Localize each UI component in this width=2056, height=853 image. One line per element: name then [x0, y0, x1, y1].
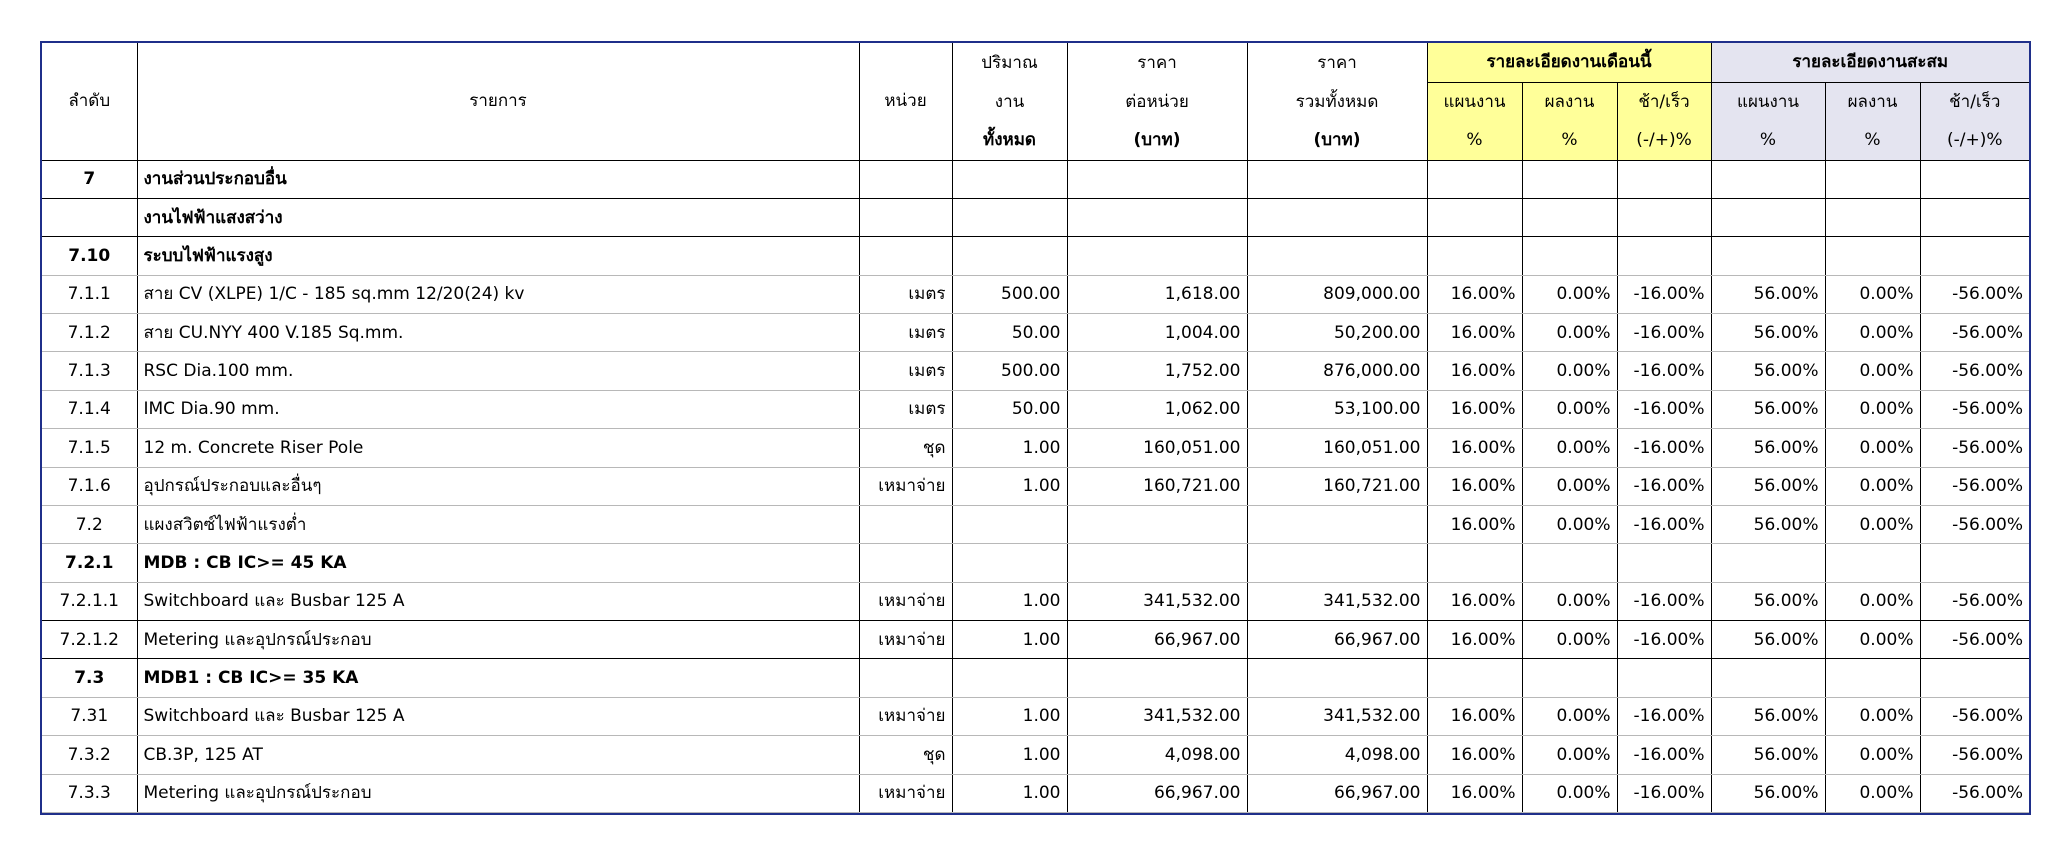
cell-month-plan: 16.00%	[1427, 429, 1522, 467]
cell-cum-plan: 56.00%	[1711, 314, 1825, 352]
cell-item: อุปกรณ์ประกอบและอื่นๆ	[137, 467, 859, 505]
cell-cum-delay	[1920, 160, 2029, 198]
header-month-delay-unit: (-/+)%	[1617, 121, 1711, 160]
cell-month-delay: -16.00%	[1617, 505, 1711, 543]
cell-item: MDB1 : CB IC>= 35 KA	[137, 659, 859, 697]
cell-month-delay: -16.00%	[1617, 582, 1711, 620]
cell-month-result	[1522, 544, 1617, 582]
cell-total-price: 53,100.00	[1247, 390, 1427, 428]
cell-unit-price	[1067, 659, 1247, 697]
cell-cum-delay	[1920, 659, 2029, 697]
header-month-plan: แผนงาน	[1427, 82, 1522, 121]
header-qty-1: ปริมาณ	[952, 43, 1067, 82]
cell-no: 7.1.3	[42, 352, 137, 390]
cell-cum-plan: 56.00%	[1711, 467, 1825, 505]
cell-unit: เมตร	[859, 390, 952, 428]
cell-unit-price: 66,967.00	[1067, 621, 1247, 659]
cell-unit-price	[1067, 198, 1247, 236]
cell-cum-delay: -56.00%	[1920, 390, 2029, 428]
cell-month-plan: 16.00%	[1427, 697, 1522, 735]
cell-cum-result: 0.00%	[1825, 390, 1920, 428]
header-cum-plan-unit: %	[1711, 121, 1825, 160]
cell-unit	[859, 544, 952, 582]
cell-month-plan: 16.00%	[1427, 736, 1522, 774]
cell-unit-price	[1067, 505, 1247, 543]
cell-month-delay	[1617, 160, 1711, 198]
cell-item: IMC Dia.90 mm.	[137, 390, 859, 428]
cell-item: MDB : CB IC>= 45 KA	[137, 544, 859, 582]
cell-month-delay: -16.00%	[1617, 352, 1711, 390]
cell-month-plan: 16.00%	[1427, 774, 1522, 813]
cell-item: Metering และอุปกรณ์ประกอบ	[137, 621, 859, 659]
header-cum-result-unit: %	[1825, 121, 1920, 160]
cell-unit-price: 160,721.00	[1067, 467, 1247, 505]
cell-cum-result	[1825, 659, 1920, 697]
cell-item: สาย CV (XLPE) 1/C - 185 sq.mm 12/20(24) kv	[137, 275, 859, 313]
table-row	[42, 237, 2029, 275]
table-row	[42, 505, 2029, 543]
cell-cum-result	[1825, 544, 1920, 582]
cell-month-plan	[1427, 160, 1522, 198]
cell-unit: ชุด	[859, 736, 952, 774]
cell-cum-result: 0.00%	[1825, 697, 1920, 735]
cell-cum-result	[1825, 160, 1920, 198]
cell-total-price: 50,200.00	[1247, 314, 1427, 352]
header-qty-2: งาน	[952, 82, 1067, 121]
cell-unit: เมตร	[859, 314, 952, 352]
cell-qty	[952, 237, 1067, 275]
cell-cum-plan	[1711, 160, 1825, 198]
cell-no: 7.1.4	[42, 390, 137, 428]
cell-cum-plan: 56.00%	[1711, 275, 1825, 313]
cell-cum-delay: -56.00%	[1920, 314, 2029, 352]
cell-item: สาย CU.NYY 400 V.185 Sq.mm.	[137, 314, 859, 352]
cell-cum-plan: 56.00%	[1711, 621, 1825, 659]
cell-unit: เหมาจ่าย	[859, 582, 952, 620]
cell-total-price: 66,967.00	[1247, 621, 1427, 659]
cell-qty	[952, 505, 1067, 543]
table-row	[42, 736, 2029, 774]
cell-cum-plan: 56.00%	[1711, 774, 1825, 813]
cell-cum-result: 0.00%	[1825, 429, 1920, 467]
cell-no: 7.3.2	[42, 736, 137, 774]
cell-total-price	[1247, 505, 1427, 543]
cell-month-delay: -16.00%	[1617, 467, 1711, 505]
cell-unit: เหมาจ่าย	[859, 621, 952, 659]
cell-month-plan	[1427, 237, 1522, 275]
cell-cum-result: 0.00%	[1825, 275, 1920, 313]
cell-unit: เหมาจ่าย	[859, 697, 952, 735]
cell-cum-result: 0.00%	[1825, 736, 1920, 774]
cell-cum-result	[1825, 198, 1920, 236]
cell-qty	[952, 659, 1067, 697]
cell-qty: 50.00	[952, 390, 1067, 428]
table-row	[42, 544, 2029, 582]
cell-total-price: 160,721.00	[1247, 467, 1427, 505]
table-row	[42, 275, 2029, 313]
cell-item: RSC Dia.100 mm.	[137, 352, 859, 390]
cell-item: งานส่วนประกอบอื่น	[137, 160, 859, 198]
cell-no: 7.2.1	[42, 544, 137, 582]
cell-month-plan: 16.00%	[1427, 275, 1522, 313]
cell-month-delay	[1617, 237, 1711, 275]
header-cumulative-group: รายละเอียดงานสะสม	[1711, 43, 2029, 82]
table-row	[42, 659, 2029, 697]
cell-month-delay: -16.00%	[1617, 390, 1711, 428]
cell-total-price: 66,967.00	[1247, 774, 1427, 813]
cell-cum-plan: 56.00%	[1711, 429, 1825, 467]
table-row	[42, 774, 2029, 813]
cell-month-result	[1522, 237, 1617, 275]
cell-month-delay: -16.00%	[1617, 621, 1711, 659]
cell-month-plan: 16.00%	[1427, 352, 1522, 390]
cell-unit-price	[1067, 544, 1247, 582]
cell-month-result: 0.00%	[1522, 390, 1617, 428]
cell-unit	[859, 505, 952, 543]
cell-unit: ชุด	[859, 429, 952, 467]
cell-no: 7.1.2	[42, 314, 137, 352]
table-row	[42, 467, 2029, 505]
cell-cum-plan: 56.00%	[1711, 697, 1825, 735]
header-no: ลำดับ	[42, 43, 137, 160]
cell-unit-price	[1067, 237, 1247, 275]
cell-qty	[952, 160, 1067, 198]
cell-qty: 50.00	[952, 314, 1067, 352]
cell-cum-plan: 56.00%	[1711, 352, 1825, 390]
header-month-plan-unit: %	[1427, 121, 1522, 160]
cell-cum-delay: -56.00%	[1920, 352, 2029, 390]
cell-month-delay: -16.00%	[1617, 697, 1711, 735]
table-row	[42, 198, 2029, 236]
cell-unit-price: 341,532.00	[1067, 582, 1247, 620]
table-row	[42, 314, 2029, 352]
header-cum-plan: แผนงาน	[1711, 82, 1825, 121]
cell-unit: เหมาจ่าย	[859, 774, 952, 813]
cell-unit	[859, 237, 952, 275]
cell-unit-price: 1,062.00	[1067, 390, 1247, 428]
cell-month-result: 0.00%	[1522, 275, 1617, 313]
cell-no: 7.1.1	[42, 275, 137, 313]
table-body	[42, 160, 2029, 813]
cell-item: ระบบไฟฟ้าแรงสูง	[137, 237, 859, 275]
cell-cum-plan	[1711, 237, 1825, 275]
cell-qty	[952, 198, 1067, 236]
cell-cum-plan: 56.00%	[1711, 736, 1825, 774]
cell-cum-delay	[1920, 544, 2029, 582]
cell-month-result: 0.00%	[1522, 352, 1617, 390]
cell-month-plan: 16.00%	[1427, 582, 1522, 620]
cell-qty: 1.00	[952, 736, 1067, 774]
cell-cum-plan	[1711, 659, 1825, 697]
header-unit: หน่วย	[859, 43, 952, 160]
cell-cum-result: 0.00%	[1825, 774, 1920, 813]
cell-month-result: 0.00%	[1522, 582, 1617, 620]
table-row	[42, 621, 2029, 659]
header-unit-price-3: (บาท)	[1067, 121, 1247, 160]
header-cum-result: ผลงาน	[1825, 82, 1920, 121]
cell-qty: 500.00	[952, 352, 1067, 390]
work-progress-sheet	[40, 41, 2031, 815]
cell-month-plan	[1427, 198, 1522, 236]
cell-month-result	[1522, 198, 1617, 236]
cell-unit: เมตร	[859, 352, 952, 390]
cell-item: Switchboard และ Busbar 125 A	[137, 697, 859, 735]
header-item: รายการ	[137, 43, 859, 160]
table-row	[42, 582, 2029, 620]
cell-qty	[952, 544, 1067, 582]
cell-month-plan	[1427, 659, 1522, 697]
cell-cum-result: 0.00%	[1825, 621, 1920, 659]
cell-item: Switchboard และ Busbar 125 A	[137, 582, 859, 620]
cell-total-price: 160,051.00	[1247, 429, 1427, 467]
progress-table	[42, 43, 2029, 813]
cell-total-price	[1247, 198, 1427, 236]
cell-unit-price: 66,967.00	[1067, 774, 1247, 813]
cell-qty: 1.00	[952, 582, 1067, 620]
cell-unit	[859, 160, 952, 198]
cell-cum-delay: -56.00%	[1920, 429, 2029, 467]
cell-cum-delay: -56.00%	[1920, 774, 2029, 813]
cell-no: 7	[42, 160, 137, 198]
cell-month-delay: -16.00%	[1617, 736, 1711, 774]
cell-unit-price: 1,618.00	[1067, 275, 1247, 313]
cell-item: 12 m. Concrete Riser Pole	[137, 429, 859, 467]
cell-cum-result: 0.00%	[1825, 582, 1920, 620]
cell-unit: เหมาจ่าย	[859, 467, 952, 505]
cell-total-price	[1247, 544, 1427, 582]
cell-month-result: 0.00%	[1522, 736, 1617, 774]
cell-unit-price: 160,051.00	[1067, 429, 1247, 467]
cell-unit-price: 341,532.00	[1067, 697, 1247, 735]
cell-month-result: 0.00%	[1522, 314, 1617, 352]
header-unit-price-2: ต่อหน่วย	[1067, 82, 1247, 121]
header-qty-3: ทั้งหมด	[952, 121, 1067, 160]
header-month-group: รายละเอียดงานเดือนนี้	[1427, 43, 1711, 82]
cell-month-delay	[1617, 659, 1711, 697]
cell-qty: 1.00	[952, 774, 1067, 813]
cell-no: 7.2.1.2	[42, 621, 137, 659]
cell-no: 7.3	[42, 659, 137, 697]
table-row	[42, 352, 2029, 390]
cell-cum-plan: 56.00%	[1711, 582, 1825, 620]
header-month-delay: ช้า/เร็ว	[1617, 82, 1711, 121]
cell-cum-delay: -56.00%	[1920, 736, 2029, 774]
cell-cum-delay: -56.00%	[1920, 621, 2029, 659]
cell-month-plan	[1427, 544, 1522, 582]
cell-qty: 1.00	[952, 467, 1067, 505]
cell-item: Metering และอุปกรณ์ประกอบ	[137, 774, 859, 813]
cell-cum-result: 0.00%	[1825, 314, 1920, 352]
table-row	[42, 429, 2029, 467]
cell-month-result: 0.00%	[1522, 505, 1617, 543]
cell-month-plan: 16.00%	[1427, 390, 1522, 428]
cell-total-price	[1247, 659, 1427, 697]
table-row	[42, 160, 2029, 198]
cell-month-result: 0.00%	[1522, 467, 1617, 505]
cell-cum-delay: -56.00%	[1920, 505, 2029, 543]
cell-no: 7.1.6	[42, 467, 137, 505]
cell-month-plan: 16.00%	[1427, 621, 1522, 659]
cell-unit-price: 4,098.00	[1067, 736, 1247, 774]
cell-month-result	[1522, 160, 1617, 198]
cell-month-delay: -16.00%	[1617, 774, 1711, 813]
cell-qty: 500.00	[952, 275, 1067, 313]
cell-total-price: 341,532.00	[1247, 697, 1427, 735]
cell-item: งานไฟฟ้าแสงสว่าง	[137, 198, 859, 236]
cell-cum-result: 0.00%	[1825, 467, 1920, 505]
header-cum-delay-unit: (-/+)%	[1920, 121, 2029, 160]
header-cum-delay: ช้า/เร็ว	[1920, 82, 2029, 121]
cell-cum-result	[1825, 237, 1920, 275]
cell-total-price: 876,000.00	[1247, 352, 1427, 390]
cell-cum-delay: -56.00%	[1920, 275, 2029, 313]
cell-unit: เมตร	[859, 275, 952, 313]
cell-total-price: 4,098.00	[1247, 736, 1427, 774]
cell-month-delay	[1617, 198, 1711, 236]
cell-unit	[859, 198, 952, 236]
cell-month-result: 0.00%	[1522, 621, 1617, 659]
cell-total-price: 809,000.00	[1247, 275, 1427, 313]
cell-qty: 1.00	[952, 697, 1067, 735]
cell-cum-plan	[1711, 544, 1825, 582]
cell-month-result: 0.00%	[1522, 697, 1617, 735]
cell-total-price	[1247, 237, 1427, 275]
cell-cum-delay	[1920, 237, 2029, 275]
cell-cum-delay: -56.00%	[1920, 582, 2029, 620]
cell-total-price: 341,532.00	[1247, 582, 1427, 620]
cell-month-result: 0.00%	[1522, 774, 1617, 813]
cell-month-plan: 16.00%	[1427, 467, 1522, 505]
cell-no	[42, 198, 137, 236]
cell-total-price	[1247, 160, 1427, 198]
cell-month-result	[1522, 659, 1617, 697]
cell-month-delay: -16.00%	[1617, 275, 1711, 313]
cell-item: CB.3P, 125 AT	[137, 736, 859, 774]
cell-month-plan: 16.00%	[1427, 314, 1522, 352]
cell-cum-plan: 56.00%	[1711, 505, 1825, 543]
header-total-price-1: ราคา	[1247, 43, 1427, 82]
cell-qty: 1.00	[952, 429, 1067, 467]
cell-cum-delay: -56.00%	[1920, 697, 2029, 735]
cell-cum-result: 0.00%	[1825, 505, 1920, 543]
header-unit-price-1: ราคา	[1067, 43, 1247, 82]
cell-unit-price: 1,004.00	[1067, 314, 1247, 352]
cell-cum-result: 0.00%	[1825, 352, 1920, 390]
cell-unit-price: 1,752.00	[1067, 352, 1247, 390]
cell-unit-price	[1067, 160, 1247, 198]
cell-no: 7.1.5	[42, 429, 137, 467]
cell-cum-plan	[1711, 198, 1825, 236]
header-total-price-3: (บาท)	[1247, 121, 1427, 160]
cell-cum-delay	[1920, 198, 2029, 236]
header-month-result-unit: %	[1522, 121, 1617, 160]
cell-no: 7.2	[42, 505, 137, 543]
cell-month-delay: -16.00%	[1617, 429, 1711, 467]
cell-no: 7.10	[42, 237, 137, 275]
cell-no: 7.31	[42, 697, 137, 735]
table-row	[42, 390, 2029, 428]
cell-month-delay	[1617, 544, 1711, 582]
cell-item: แผงสวิตซ์ไฟฟ้าแรงต่ำ	[137, 505, 859, 543]
header-month-result: ผลงาน	[1522, 82, 1617, 121]
table-row	[42, 697, 2029, 735]
cell-month-result: 0.00%	[1522, 429, 1617, 467]
cell-cum-delay: -56.00%	[1920, 467, 2029, 505]
cell-month-delay: -16.00%	[1617, 314, 1711, 352]
cell-no: 7.2.1.1	[42, 582, 137, 620]
cell-no: 7.3.3	[42, 774, 137, 813]
cell-unit	[859, 659, 952, 697]
cell-cum-plan: 56.00%	[1711, 390, 1825, 428]
cell-month-plan: 16.00%	[1427, 505, 1522, 543]
cell-qty: 1.00	[952, 621, 1067, 659]
header-total-price-2: รวมทั้งหมด	[1247, 82, 1427, 121]
